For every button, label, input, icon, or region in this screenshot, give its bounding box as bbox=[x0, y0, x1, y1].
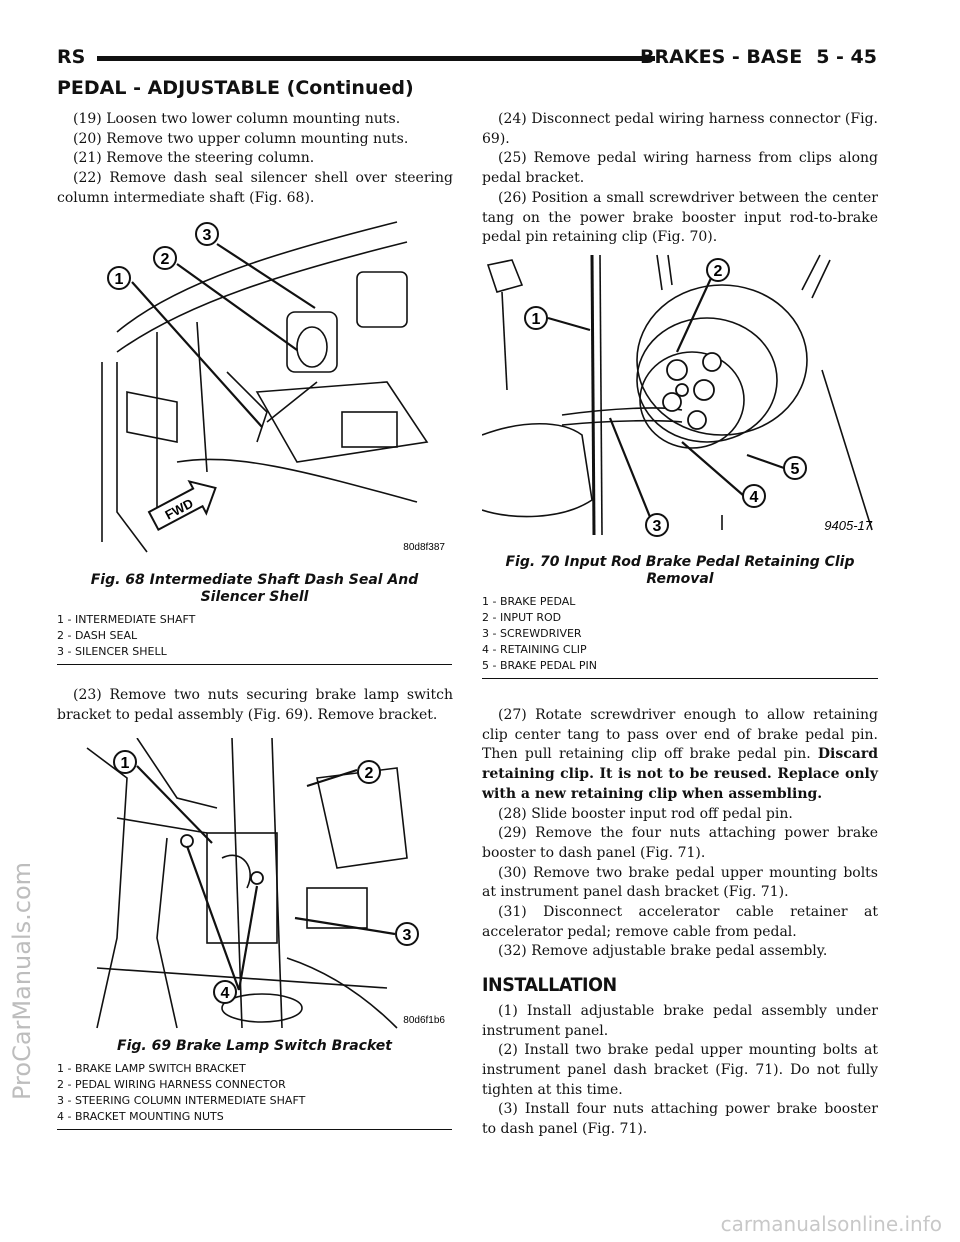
fig69-illustration bbox=[57, 738, 452, 1030]
header-title-block bbox=[640, 46, 877, 68]
step27-text: (27) Rotate screwdriver enough to allow retaining clip center tang to pass over end of brake pedal pin. Then pull retaining clip off brake pedal pin. bbox=[482, 707, 878, 763]
legend-item: 1 - BRAKE PEDAL bbox=[482, 595, 576, 608]
bottom-watermark: carmanualsonline.info bbox=[720, 1212, 942, 1236]
legend-item: 3 - STEERING COLUMN INTERMEDIATE SHAFT bbox=[57, 1094, 306, 1107]
step-paragraph: (20) Remove two upper column mounting nuts. bbox=[73, 130, 409, 147]
step-paragraph: (30) Remove two brake pedal upper mounting bolts at instrument panel dash bracket (Fig. 71). bbox=[482, 864, 878, 901]
fwd-label: FWD bbox=[162, 495, 196, 523]
legend-item: 3 - SILENCER SHELL bbox=[57, 645, 167, 658]
legend-item: 4 - RETAINING CLIP bbox=[482, 643, 587, 656]
step-paragraph: (32) Remove adjustable brake pedal assembly. bbox=[498, 943, 828, 960]
step-paragraph: (25) Remove pedal wiring harness from clips along pedal bracket. bbox=[482, 150, 878, 187]
fig68-illustration bbox=[57, 212, 452, 562]
fig68-code: 80d8f387 bbox=[403, 542, 445, 553]
step-paragraph: (21) Remove the steering column. bbox=[73, 150, 315, 167]
step27-warning: Discard retaining clip. It is not to be reused. Replace only with a new retaining clip when assembling. bbox=[482, 746, 878, 802]
legend-item: 3 - SCREWDRIVER bbox=[482, 627, 582, 640]
fig70-rule bbox=[482, 678, 878, 679]
legend-item: 1 - INTERMEDIATE SHAFT bbox=[57, 613, 196, 626]
header-section-code: RS bbox=[57, 46, 86, 68]
header-chapter-title: BRAKES - BASE bbox=[640, 46, 803, 68]
continued-title: PEDAL - ADJUSTABLE (Continued) bbox=[57, 77, 414, 99]
fig68-title: Fig. 68 Intermediate Shaft Dash Seal And Silencer Shell bbox=[90, 572, 419, 605]
fig69-title: Fig. 69 Brake Lamp Switch Bracket bbox=[117, 1038, 392, 1054]
step-paragraph: (31) Disconnect accelerator cable retainer at accelerator pedal; remove cable from pedal. bbox=[482, 904, 878, 940]
fig70-callout: 2 bbox=[713, 263, 723, 280]
fig69-rule bbox=[57, 1129, 452, 1130]
fig70-callout: 3 bbox=[652, 518, 662, 535]
step-paragraph: (2) Install two brake pedal upper mounting bolts at instrument panel dash bracket (Fig. 71). Do not fully tighten at this time. bbox=[482, 1042, 878, 1098]
step-paragraph: (3) Install four nuts attaching power brake booster to dash panel (Fig. 71). bbox=[482, 1101, 878, 1138]
fig70-title: Fig. 70 Input Rod Brake Pedal Retaining Clip Removal bbox=[505, 554, 855, 587]
legend-item: 2 - DASH SEAL bbox=[57, 629, 138, 642]
figure-68 bbox=[57, 212, 452, 665]
installation-heading: INSTALLATION bbox=[482, 974, 617, 997]
step-paragraph: (28) Slide booster input rod off pedal pin. bbox=[498, 805, 793, 822]
header-page-number: 5 - 45 bbox=[816, 46, 877, 68]
header-rule bbox=[97, 56, 655, 61]
legend-item: 5 - BRAKE PEDAL PIN bbox=[482, 659, 598, 672]
side-watermark: ProCarManuals.com bbox=[8, 861, 36, 1100]
step-paragraph: (19) Loosen two lower column mounting nuts. bbox=[73, 111, 401, 127]
left-column-mid bbox=[57, 686, 453, 725]
fig69-callout: 1 bbox=[120, 755, 130, 772]
fig68-callout: 1 bbox=[114, 271, 124, 288]
fig69-callout: 4 bbox=[220, 985, 230, 1002]
fig70-legend bbox=[482, 594, 878, 674]
fig68-callout: 2 bbox=[160, 251, 170, 268]
legend-item: 2 - PEDAL WIRING HARNESS CONNECTOR bbox=[57, 1078, 286, 1091]
right-column-bottom bbox=[482, 706, 878, 1140]
step-paragraph: (26) Position a small screwdriver between the center tang on the power brake booster input rod-to-brake pedal pin retaining clip (Fig. 70). bbox=[482, 189, 878, 246]
legend-item: 4 - BRACKET MOUNTING NUTS bbox=[57, 1110, 224, 1123]
fig69-legend bbox=[57, 1061, 452, 1125]
fig69-code: 80d6f1b6 bbox=[403, 1015, 445, 1026]
fig70-callout: 1 bbox=[531, 311, 541, 328]
step-paragraph: (23) Remove two nuts securing brake lamp switch bracket to pedal assembly (Fig. 69). Remove bracket. bbox=[57, 687, 453, 723]
legend-item: 2 - INPUT ROD bbox=[482, 611, 562, 624]
figure-69 bbox=[57, 738, 452, 1130]
fig68-callout: 3 bbox=[202, 227, 212, 244]
fig70-callout: 5 bbox=[790, 461, 800, 478]
step-paragraph: (22) Remove dash seal silencer shell over steering column intermediate shaft (Fig. 68). bbox=[57, 170, 453, 206]
figure-70 bbox=[482, 250, 878, 679]
fig70-illustration bbox=[482, 250, 878, 540]
page-header bbox=[57, 46, 877, 76]
step-paragraph: (1) Install adjustable brake pedal assembly under instrument panel. bbox=[482, 1002, 878, 1039]
right-column-top bbox=[482, 110, 878, 248]
step-paragraph: (29) Remove the four nuts attaching power brake booster to dash panel (Fig. 71). bbox=[482, 825, 878, 861]
fig69-callout: 2 bbox=[364, 765, 374, 782]
fig68-legend bbox=[57, 612, 452, 660]
step-paragraph: (24) Disconnect pedal wiring harness connector (Fig. 69). bbox=[482, 111, 878, 147]
step-paragraph bbox=[482, 706, 878, 805]
left-column bbox=[57, 110, 453, 209]
fig70-code: 9405-17 bbox=[824, 518, 872, 533]
fig70-callout: 4 bbox=[749, 489, 759, 506]
fig68-rule bbox=[57, 664, 452, 665]
legend-item: 1 - BRAKE LAMP SWITCH BRACKET bbox=[57, 1062, 246, 1075]
fig69-callout: 3 bbox=[402, 927, 412, 944]
